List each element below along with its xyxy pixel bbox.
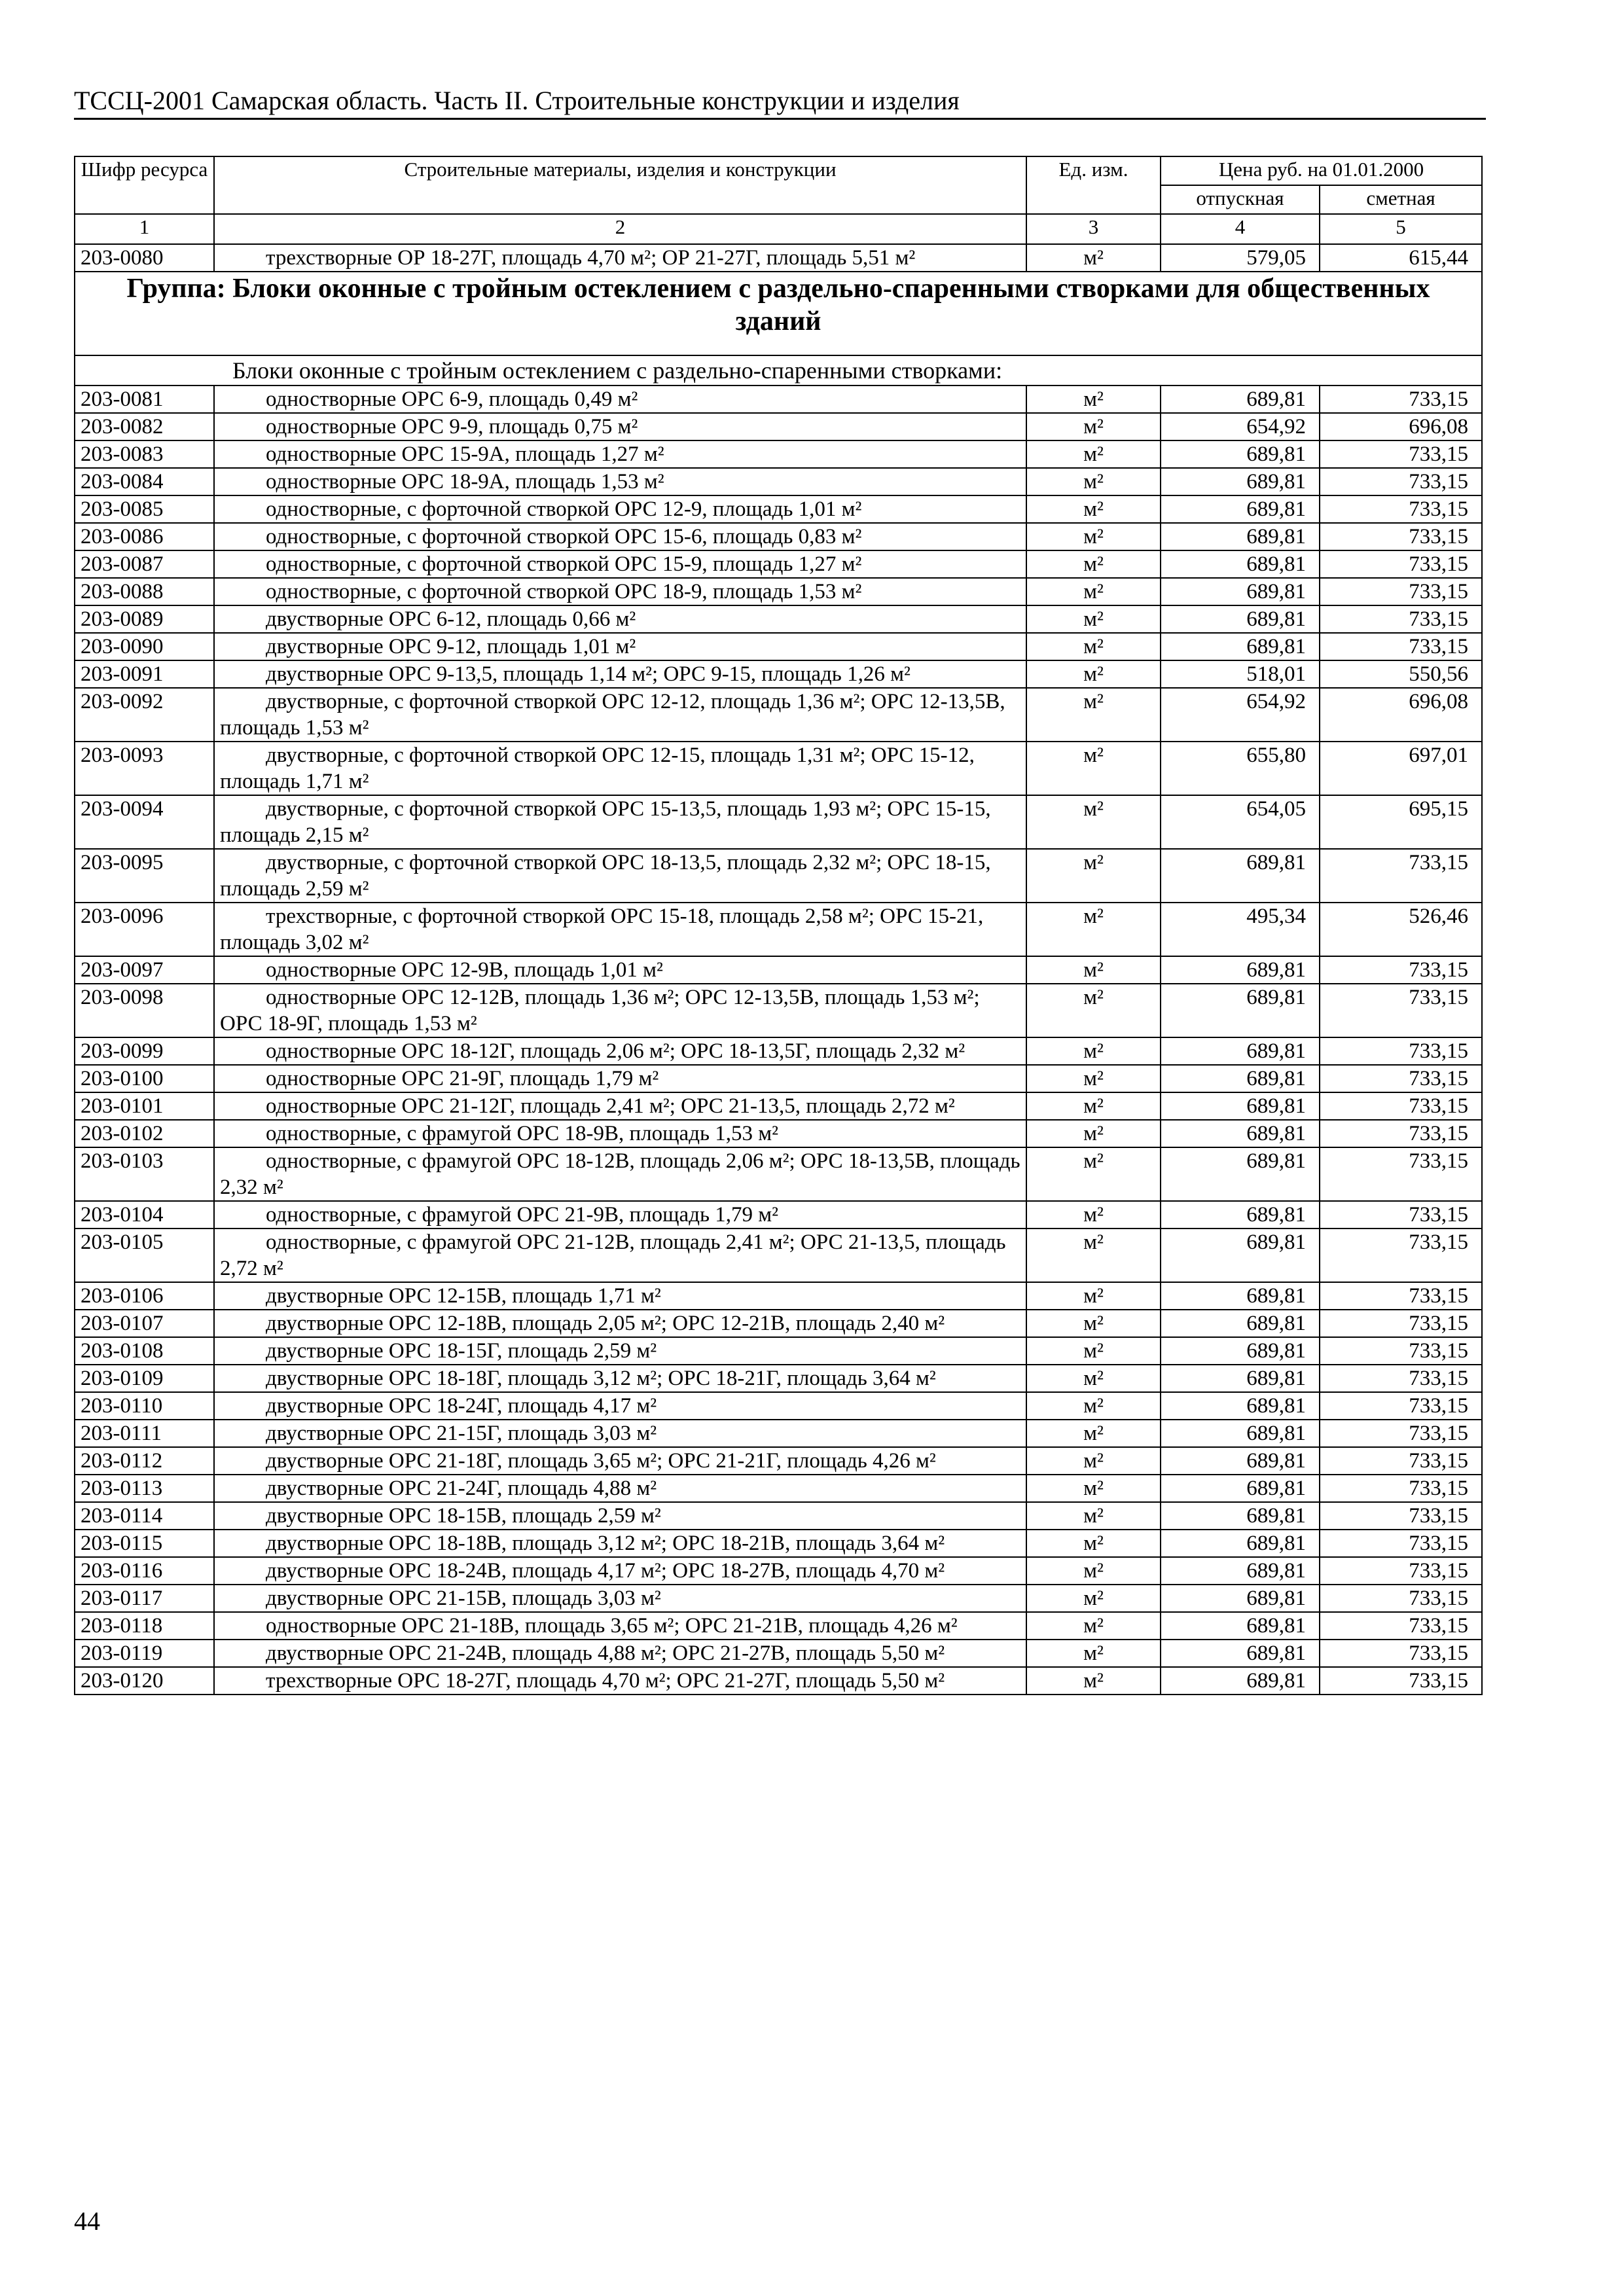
column-numbers-row (75, 214, 1482, 244)
table-row (75, 1120, 1482, 1147)
row-code: 203-0104 (75, 1201, 214, 1229)
row-name: двустворные ОРС 21-15Г, площадь 3,03 м² (214, 1420, 1026, 1447)
row-unit: м² (1026, 1667, 1161, 1695)
row-name: двустворные, с форточной створкой ОРС 12-12, площадь 1,36 м²; ОРС 12-13,5В, площадь 1,53 м² (214, 688, 1026, 742)
row-unit: м² (1026, 1530, 1161, 1557)
row-name: двустворные ОРС 9-12, площадь 1,01 м² (214, 633, 1026, 660)
row-name: одностворные ОРС 21-12Г, площадь 2,41 м²; ОРС 21-13,5, площадь 2,72 м² (214, 1092, 1026, 1120)
table-row (75, 1557, 1482, 1585)
subheader-text: Блоки оконные с тройным остеклением с раздельно-спаренными створками: (75, 355, 1482, 386)
row-release-price: 689,81 (1161, 1557, 1320, 1585)
table-row (75, 440, 1482, 468)
row-code: 203-0111 (75, 1420, 214, 1447)
row-release-price: 689,81 (1161, 523, 1320, 550)
row-unit: м² (1026, 1502, 1161, 1530)
row-name: трехстворные ОРС 18-27Г, площадь 4,70 м²; ОРС 21-27Г, площадь 5,50 м² (214, 1667, 1026, 1695)
row-release-price: 689,81 (1161, 1037, 1320, 1065)
row-code: 203-0101 (75, 1092, 214, 1120)
row-unit: м² (1026, 1037, 1161, 1065)
row-release-price: 689,81 (1161, 1229, 1320, 1282)
row-name: одностворные ОРС 21-18В, площадь 3,65 м²; ОРС 21-21В, площадь 4,26 м² (214, 1612, 1026, 1640)
row-estimate-price: 733,15 (1320, 1201, 1482, 1229)
row-estimate-price: 733,15 (1320, 1147, 1482, 1201)
table-row (75, 1229, 1482, 1282)
column-number: 3 (1026, 214, 1161, 244)
row-estimate-price: 733,15 (1320, 1530, 1482, 1557)
row-estimate-price: 733,15 (1320, 1420, 1482, 1447)
row-code: 203-0107 (75, 1310, 214, 1337)
table-row (75, 1092, 1482, 1120)
row-unit: м² (1026, 660, 1161, 688)
header-estimate: сметная (1320, 185, 1482, 214)
row-name: одностворные ОРС 9-9, площадь 0,75 м² (214, 413, 1026, 440)
row-code: 203-0116 (75, 1557, 214, 1585)
row-unit: м² (1026, 956, 1161, 984)
table-row (75, 1667, 1482, 1695)
row-estimate-price: 733,15 (1320, 1612, 1482, 1640)
row-estimate-price: 695,15 (1320, 795, 1482, 849)
row-code: 203-0106 (75, 1282, 214, 1310)
row-unit: м² (1026, 1475, 1161, 1502)
row-estimate-price: 550,56 (1320, 660, 1482, 688)
row-unit: м² (1026, 984, 1161, 1037)
row-unit: м² (1026, 903, 1161, 956)
row-release-price: 689,81 (1161, 550, 1320, 578)
row-code: 203-0112 (75, 1447, 214, 1475)
row-estimate-price: 733,15 (1320, 1585, 1482, 1612)
row-name: двустворные ОРС 18-24В, площадь 4,17 м²; ОРС 18-27В, площадь 4,70 м² (214, 1557, 1026, 1585)
table-row (75, 1447, 1482, 1475)
table-row (75, 523, 1482, 550)
row-release-price: 689,81 (1161, 1640, 1320, 1667)
row-name: одностворные ОРС 12-12В, площадь 1,36 м²; ОРС 12-13,5В, площадь 1,53 м²; ОРС 18-9Г, площадь 1,53 м² (214, 984, 1026, 1037)
row-release-price: 689,81 (1161, 1420, 1320, 1447)
row-code: 203-0082 (75, 413, 214, 440)
row-release-price: 689,81 (1161, 605, 1320, 633)
row-unit: м² (1026, 605, 1161, 633)
table-row (75, 1365, 1482, 1392)
row-estimate-price: 733,15 (1320, 605, 1482, 633)
row-name: двустворные ОРС 18-18Г, площадь 3,12 м²; ОРС 18-21Г, площадь 3,64 м² (214, 1365, 1026, 1392)
row-unit: м² (1026, 1065, 1161, 1092)
subheader-row (75, 355, 1482, 386)
row-name: одностворные ОРС 6-9, площадь 0,49 м² (214, 386, 1026, 413)
row-unit: м² (1026, 1447, 1161, 1475)
row-code: 203-0109 (75, 1365, 214, 1392)
row-code: 203-0080 (75, 244, 214, 272)
row-name: одностворные ОРС 21-9Г, площадь 1,79 м² (214, 1065, 1026, 1092)
row-name: одностворные, с форточной створкой ОРС 15-9, площадь 1,27 м² (214, 550, 1026, 578)
row-code: 203-0085 (75, 495, 214, 523)
table-row (75, 1201, 1482, 1229)
table-row (75, 1147, 1482, 1201)
table-row (75, 1282, 1482, 1310)
row-unit: м² (1026, 1201, 1161, 1229)
row-estimate-price: 733,15 (1320, 1502, 1482, 1530)
header-price: Цена руб. на 01.01.2000 (1161, 156, 1482, 185)
row-name: двустворные ОРС 21-24Г, площадь 4,88 м² (214, 1475, 1026, 1502)
table-row (75, 413, 1482, 440)
row-estimate-price: 733,15 (1320, 523, 1482, 550)
row-code: 203-0088 (75, 578, 214, 605)
row-estimate-price: 733,15 (1320, 984, 1482, 1037)
row-unit: м² (1026, 849, 1161, 903)
row-code: 203-0105 (75, 1229, 214, 1282)
row-code: 203-0117 (75, 1585, 214, 1612)
row-estimate-price: 733,15 (1320, 1092, 1482, 1120)
row-unit: м² (1026, 795, 1161, 849)
row-unit: м² (1026, 1420, 1161, 1447)
table-row (75, 1585, 1482, 1612)
column-number: 5 (1320, 214, 1482, 244)
row-estimate-price: 733,15 (1320, 849, 1482, 903)
row-code: 203-0099 (75, 1037, 214, 1065)
table-row (75, 495, 1482, 523)
table-row (75, 244, 1482, 272)
table-row (75, 903, 1482, 956)
row-code: 203-0086 (75, 523, 214, 550)
row-code: 203-0091 (75, 660, 214, 688)
row-name: трехстворные, с форточной створкой ОРС 15-18, площадь 2,58 м²; ОРС 15-21, площадь 3,02 м² (214, 903, 1026, 956)
row-release-price: 518,01 (1161, 660, 1320, 688)
row-release-price: 689,81 (1161, 1120, 1320, 1147)
row-estimate-price: 733,15 (1320, 1065, 1482, 1092)
row-code: 203-0093 (75, 742, 214, 795)
row-name: двустворные, с форточной створкой ОРС 18-13,5, площадь 2,32 м²; ОРС 18-15, площадь 2,59 м² (214, 849, 1026, 903)
row-estimate-price: 615,44 (1320, 244, 1482, 272)
header-code: Шифр ресурса (75, 156, 214, 214)
row-name: двустворные ОРС 21-15В, площадь 3,03 м² (214, 1585, 1026, 1612)
row-name: одностворные, с фрамугой ОРС 18-9В, площадь 1,53 м² (214, 1120, 1026, 1147)
row-estimate-price: 733,15 (1320, 1365, 1482, 1392)
row-unit: м² (1026, 1120, 1161, 1147)
table-row (75, 550, 1482, 578)
table-row (75, 1612, 1482, 1640)
row-unit: м² (1026, 1147, 1161, 1201)
row-release-price: 689,81 (1161, 1392, 1320, 1420)
table-row (75, 1502, 1482, 1530)
row-name: одностворные, с форточной створкой ОРС 15-6, площадь 0,83 м² (214, 523, 1026, 550)
row-code: 203-0115 (75, 1530, 214, 1557)
row-estimate-price: 733,15 (1320, 1337, 1482, 1365)
row-release-price: 689,81 (1161, 1612, 1320, 1640)
row-release-price: 689,81 (1161, 956, 1320, 984)
row-unit: м² (1026, 1640, 1161, 1667)
table-row (75, 660, 1482, 688)
row-estimate-price: 733,15 (1320, 1310, 1482, 1337)
row-estimate-price: 733,15 (1320, 1557, 1482, 1585)
header-unit: Ед. изм. (1026, 156, 1161, 214)
row-estimate-price: 733,15 (1320, 468, 1482, 495)
row-release-price: 689,81 (1161, 1667, 1320, 1695)
row-release-price: 689,81 (1161, 1147, 1320, 1201)
row-unit: м² (1026, 495, 1161, 523)
row-code: 203-0095 (75, 849, 214, 903)
row-release-price: 689,81 (1161, 1530, 1320, 1557)
row-code: 203-0118 (75, 1612, 214, 1640)
row-release-price: 689,81 (1161, 1310, 1320, 1337)
row-release-price: 689,81 (1161, 495, 1320, 523)
row-release-price: 654,92 (1161, 688, 1320, 742)
row-unit: м² (1026, 1557, 1161, 1585)
table-row (75, 1530, 1482, 1557)
row-release-price: 689,81 (1161, 1201, 1320, 1229)
row-release-price: 689,81 (1161, 1065, 1320, 1092)
table-row (75, 1640, 1482, 1667)
row-estimate-price: 733,15 (1320, 440, 1482, 468)
row-unit: м² (1026, 633, 1161, 660)
row-release-price: 689,81 (1161, 849, 1320, 903)
row-estimate-price: 526,46 (1320, 903, 1482, 956)
row-unit: м² (1026, 1392, 1161, 1420)
row-name: двустворные, с форточной створкой ОРС 12-15, площадь 1,31 м²; ОРС 15-12, площадь 1,71 м² (214, 742, 1026, 795)
row-estimate-price: 733,15 (1320, 1037, 1482, 1065)
group-title-row (75, 272, 1482, 355)
row-release-price: 689,81 (1161, 984, 1320, 1037)
price-table (74, 156, 1483, 1695)
row-code: 203-0097 (75, 956, 214, 984)
row-code: 203-0098 (75, 984, 214, 1037)
group-title: Группа: Блоки оконные с тройным остеклением с раздельно-спаренными створками для общественных зданий (75, 272, 1482, 355)
row-unit: м² (1026, 386, 1161, 413)
row-code: 203-0113 (75, 1475, 214, 1502)
row-code: 203-0100 (75, 1065, 214, 1092)
row-name: двустворные ОРС 9-13,5, площадь 1,14 м²; ОРС 9-15, площадь 1,26 м² (214, 660, 1026, 688)
table-row (75, 984, 1482, 1037)
row-name: одностворные, с фрамугой ОРС 18-12В, площадь 2,06 м²; ОРС 18-13,5В, площадь 2,32 м² (214, 1147, 1026, 1201)
row-release-price: 689,81 (1161, 1337, 1320, 1365)
table-row (75, 1420, 1482, 1447)
row-name: двустворные ОРС 12-18В, площадь 2,05 м²; ОРС 12-21В, площадь 2,40 м² (214, 1310, 1026, 1337)
row-unit: м² (1026, 1337, 1161, 1365)
row-unit: м² (1026, 1282, 1161, 1310)
row-name: двустворные ОРС 18-15В, площадь 2,59 м² (214, 1502, 1026, 1530)
row-code: 203-0081 (75, 386, 214, 413)
table-row (75, 1065, 1482, 1092)
table-row (75, 1337, 1482, 1365)
row-code: 203-0087 (75, 550, 214, 578)
row-estimate-price: 697,01 (1320, 742, 1482, 795)
table-row (75, 633, 1482, 660)
row-unit: м² (1026, 413, 1161, 440)
header-name: Строительные материалы, изделия и конструкции (214, 156, 1026, 214)
row-code: 203-0114 (75, 1502, 214, 1530)
table-header-row (75, 156, 1482, 185)
row-unit: м² (1026, 1092, 1161, 1120)
row-name: одностворные ОРС 18-12Г, площадь 2,06 м²; ОРС 18-13,5Г, площадь 2,32 м² (214, 1037, 1026, 1065)
row-estimate-price: 733,15 (1320, 956, 1482, 984)
row-name: трехстворные ОР 18-27Г, площадь 4,70 м²; ОР 21-27Г, площадь 5,51 м² (214, 244, 1026, 272)
row-release-price: 689,81 (1161, 1092, 1320, 1120)
row-release-price: 579,05 (1161, 244, 1320, 272)
row-name: двустворные ОРС 18-24Г, площадь 4,17 м² (214, 1392, 1026, 1420)
row-estimate-price: 696,08 (1320, 688, 1482, 742)
row-estimate-price: 733,15 (1320, 1475, 1482, 1502)
column-number: 1 (75, 214, 214, 244)
row-name: одностворные, с фрамугой ОРС 21-9В, площадь 1,79 м² (214, 1201, 1026, 1229)
row-release-price: 689,81 (1161, 440, 1320, 468)
row-name: одностворные ОРС 12-9В, площадь 1,01 м² (214, 956, 1026, 984)
table-row (75, 742, 1482, 795)
row-code: 203-0090 (75, 633, 214, 660)
row-release-price: 654,92 (1161, 413, 1320, 440)
row-name: двустворные ОРС 21-24В, площадь 4,88 м²; ОРС 21-27В, площадь 5,50 м² (214, 1640, 1026, 1667)
row-unit: м² (1026, 1229, 1161, 1282)
row-name: двустворные ОРС 21-18Г, площадь 3,65 м²; ОРС 21-21Г, площадь 4,26 м² (214, 1447, 1026, 1475)
row-release-price: 689,81 (1161, 578, 1320, 605)
row-estimate-price: 733,15 (1320, 633, 1482, 660)
row-release-price: 689,81 (1161, 1585, 1320, 1612)
row-name: двустворные ОРС 6-12, площадь 0,66 м² (214, 605, 1026, 633)
row-unit: м² (1026, 440, 1161, 468)
row-unit: м² (1026, 523, 1161, 550)
header-release: отпускная (1161, 185, 1320, 214)
row-estimate-price: 733,15 (1320, 1667, 1482, 1695)
row-name: одностворные, с фрамугой ОРС 21-12В, площадь 2,41 м²; ОРС 21-13,5, площадь 2,72 м² (214, 1229, 1026, 1282)
row-release-price: 689,81 (1161, 1475, 1320, 1502)
row-release-price: 654,05 (1161, 795, 1320, 849)
row-code: 203-0083 (75, 440, 214, 468)
row-estimate-price: 733,15 (1320, 1229, 1482, 1282)
row-code: 203-0110 (75, 1392, 214, 1420)
row-release-price: 689,81 (1161, 386, 1320, 413)
row-name: двустворные ОРС 18-18В, площадь 3,12 м²; ОРС 18-21В, площадь 3,64 м² (214, 1530, 1026, 1557)
column-number: 2 (214, 214, 1026, 244)
table-row (75, 688, 1482, 742)
row-code: 203-0120 (75, 1667, 214, 1695)
row-name: двустворные, с форточной створкой ОРС 15-13,5, площадь 1,93 м²; ОРС 15-15, площадь 2,15 м² (214, 795, 1026, 849)
page-number: 44 (74, 2206, 100, 2236)
row-code: 203-0089 (75, 605, 214, 633)
table-row (75, 849, 1482, 903)
table-row (75, 578, 1482, 605)
row-estimate-price: 733,15 (1320, 1447, 1482, 1475)
row-unit: м² (1026, 578, 1161, 605)
row-code: 203-0119 (75, 1640, 214, 1667)
row-estimate-price: 733,15 (1320, 1120, 1482, 1147)
row-release-price: 655,80 (1161, 742, 1320, 795)
row-release-price: 495,34 (1161, 903, 1320, 956)
row-release-price: 689,81 (1161, 468, 1320, 495)
row-name: одностворные ОРС 15-9А, площадь 1,27 м² (214, 440, 1026, 468)
row-code: 203-0103 (75, 1147, 214, 1201)
row-release-price: 689,81 (1161, 1447, 1320, 1475)
row-name: двустворные ОРС 18-15Г, площадь 2,59 м² (214, 1337, 1026, 1365)
row-code: 203-0092 (75, 688, 214, 742)
row-estimate-price: 733,15 (1320, 1640, 1482, 1667)
column-number: 4 (1161, 214, 1320, 244)
row-estimate-price: 733,15 (1320, 550, 1482, 578)
row-estimate-price: 696,08 (1320, 413, 1482, 440)
row-estimate-price: 733,15 (1320, 1392, 1482, 1420)
row-unit: м² (1026, 550, 1161, 578)
row-release-price: 689,81 (1161, 1282, 1320, 1310)
row-code: 203-0096 (75, 903, 214, 956)
row-code: 203-0102 (75, 1120, 214, 1147)
table-row (75, 386, 1482, 413)
row-code: 203-0108 (75, 1337, 214, 1365)
table-row (75, 956, 1482, 984)
row-estimate-price: 733,15 (1320, 386, 1482, 413)
table-row (75, 1392, 1482, 1420)
row-unit: м² (1026, 1365, 1161, 1392)
row-unit: м² (1026, 688, 1161, 742)
row-unit: м² (1026, 1310, 1161, 1337)
page-header: ТССЦ-2001 Самарская область. Часть II. Строительные конструкции и изделия (74, 84, 1486, 120)
row-estimate-price: 733,15 (1320, 578, 1482, 605)
table-row (75, 795, 1482, 849)
row-release-price: 689,81 (1161, 1502, 1320, 1530)
row-unit: м² (1026, 468, 1161, 495)
table-row (75, 1475, 1482, 1502)
row-code: 203-0094 (75, 795, 214, 849)
row-unit: м² (1026, 1585, 1161, 1612)
row-unit: м² (1026, 742, 1161, 795)
row-release-price: 689,81 (1161, 1365, 1320, 1392)
row-name: одностворные, с форточной створкой ОРС 18-9, площадь 1,53 м² (214, 578, 1026, 605)
row-name: двустворные ОРС 12-15В, площадь 1,71 м² (214, 1282, 1026, 1310)
table-row (75, 468, 1482, 495)
table-row (75, 605, 1482, 633)
row-unit: м² (1026, 244, 1161, 272)
row-estimate-price: 733,15 (1320, 1282, 1482, 1310)
row-code: 203-0084 (75, 468, 214, 495)
table-row (75, 1037, 1482, 1065)
row-release-price: 689,81 (1161, 633, 1320, 660)
row-name: одностворные ОРС 18-9А, площадь 1,53 м² (214, 468, 1026, 495)
row-name: одностворные, с форточной створкой ОРС 12-9, площадь 1,01 м² (214, 495, 1026, 523)
table-row (75, 1310, 1482, 1337)
row-estimate-price: 733,15 (1320, 495, 1482, 523)
row-unit: м² (1026, 1612, 1161, 1640)
